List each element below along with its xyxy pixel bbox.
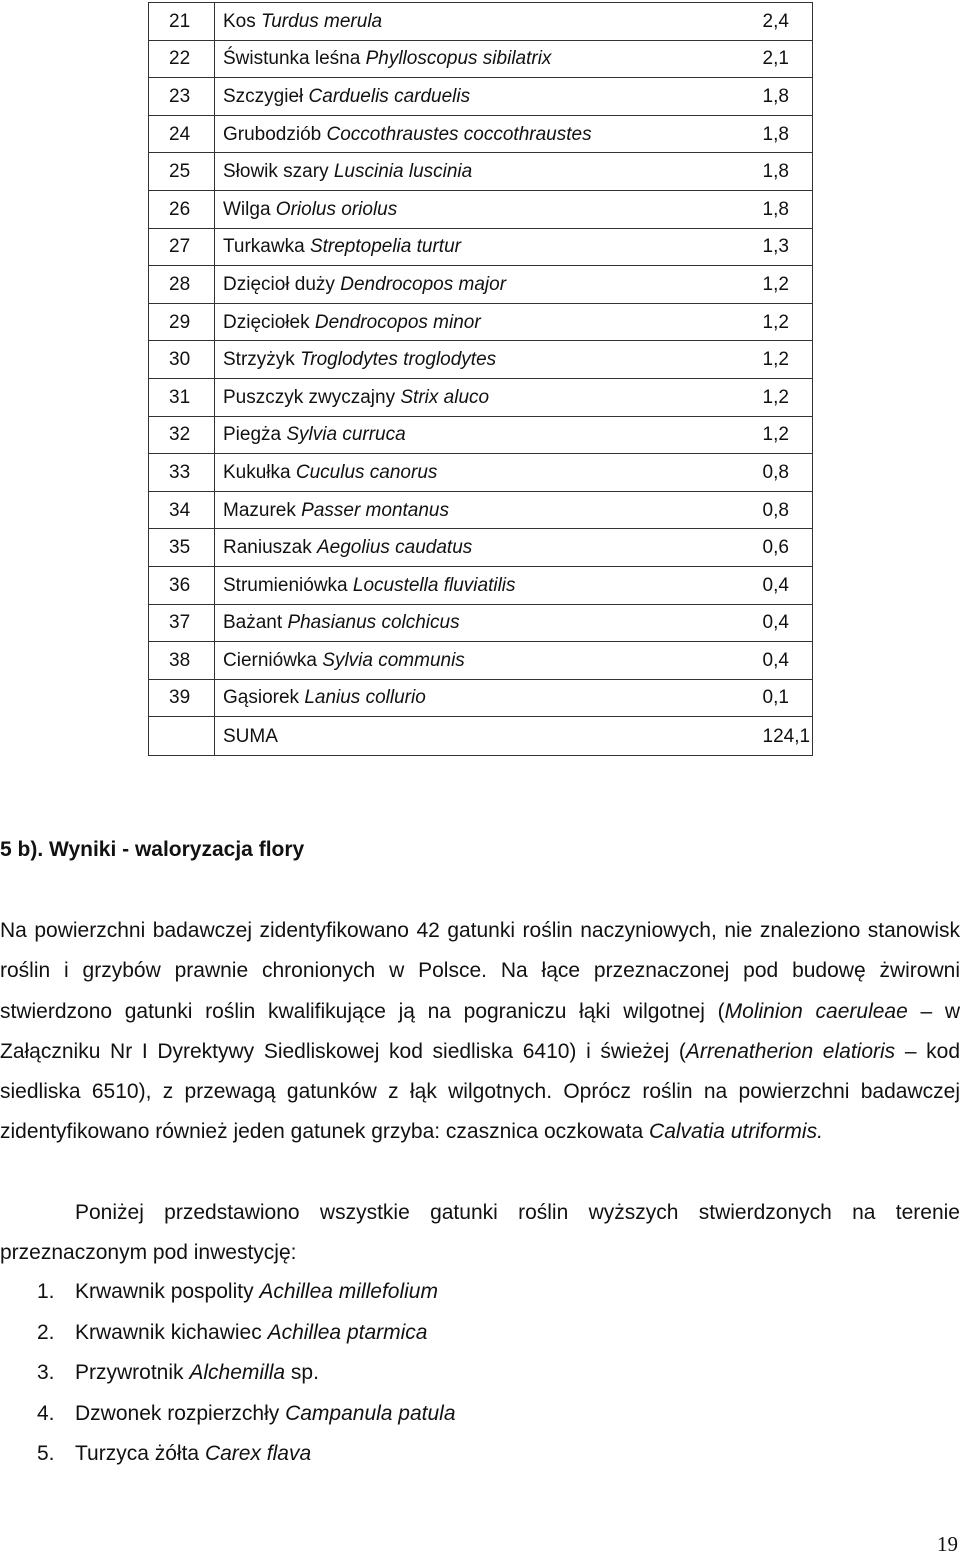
table-row <box>149 416 813 454</box>
row-number: 38 <box>149 642 215 680</box>
species-name <box>215 642 763 680</box>
row-number: 28 <box>149 266 215 304</box>
latin-name: Streptopelia turtur <box>309 236 461 258</box>
table-row <box>149 40 813 78</box>
row-number: 35 <box>149 529 215 567</box>
common-name: Grubodziób <box>223 123 327 145</box>
latin-name: Sylvia curruca <box>286 424 406 446</box>
row-number: 33 <box>149 454 215 492</box>
species-name <box>215 40 763 78</box>
row-number: 34 <box>149 491 215 529</box>
latin-name: Achillea ptarmica <box>267 1320 428 1344</box>
common-name: Kos <box>223 10 262 32</box>
latin-name: Achillea millefolium <box>259 1280 438 1303</box>
common-name: Bażant <box>223 612 288 634</box>
row-number: 37 <box>149 604 215 642</box>
species-name <box>215 679 763 717</box>
table-row <box>149 604 813 642</box>
sum-label: SUMA <box>215 717 763 756</box>
density-value: 0,4 <box>763 604 813 642</box>
latin-name: Strix aluco <box>400 386 490 408</box>
species-name <box>215 190 763 228</box>
table-row <box>149 566 813 604</box>
list-number: 4. <box>37 1401 55 1425</box>
common-name: Szczygieł <box>223 85 309 107</box>
common-name: Gąsiorek <box>223 687 305 709</box>
table-row <box>149 378 813 416</box>
plant-name <box>75 1434 311 1475</box>
latin-name: Dendrocopos major <box>340 273 507 295</box>
latin-name: Campanula patula <box>285 1401 456 1425</box>
common-name: Piegża <box>223 424 287 446</box>
common-name: Raniuszak <box>223 537 317 559</box>
paragraph-text: – kod siedliska 6510), z przewagą gatunków z łąk wilgotnych. Oprócz roślin na powierzchni badawczej zidentyfikowano również jeden gatunek grzyba: czasznica oczkowata <box>0 1039 960 1144</box>
latin-name: Alchemilla <box>189 1361 286 1384</box>
plant-name <box>75 1353 319 1394</box>
species-name <box>215 341 763 379</box>
density-value: 1,8 <box>763 78 813 116</box>
density-value: 1,3 <box>763 228 813 266</box>
common-name: Puszczyk zwyczajny <box>223 386 401 408</box>
density-value: 0,6 <box>763 529 813 567</box>
row-number: 26 <box>149 190 215 228</box>
density-value: 1,2 <box>763 378 813 416</box>
paragraph-text: – w Załączniku Nr I Dyrektywy Siedliskowej kod siedliska 6410) i świeżej ( <box>0 999 960 1063</box>
latin-name: Carex flava <box>204 1442 312 1465</box>
table-row <box>149 3 813 41</box>
latin-name: Coccothraustes coccothraustes <box>326 123 592 145</box>
flora-results-paragraph <box>0 911 960 1153</box>
bird-species-table <box>148 2 813 756</box>
density-value: 1,2 <box>763 416 813 454</box>
species-name <box>215 416 763 454</box>
species-name <box>215 491 763 529</box>
plant-name <box>75 1313 427 1354</box>
row-number: 31 <box>149 378 215 416</box>
latin-name: Arrenatherion elatioris <box>685 1039 896 1063</box>
latin-name: Sylvia communis <box>322 649 465 671</box>
plant-name <box>75 1394 456 1435</box>
list-number: 1. <box>37 1280 55 1303</box>
density-value: 2,1 <box>763 40 813 78</box>
latin-name: Troglodytes troglodytes <box>300 349 497 371</box>
row-number: 25 <box>149 153 215 191</box>
species-name <box>215 378 763 416</box>
common-name: Słowik szary <box>223 161 334 183</box>
species-name <box>215 604 763 642</box>
common-name: Krwawnik pospolity <box>75 1280 260 1303</box>
density-value: 2,4 <box>763 3 813 41</box>
row-number <box>149 717 215 756</box>
latin-name: Luscinia luscinia <box>333 161 473 183</box>
species-name <box>215 115 763 153</box>
table-row <box>149 153 813 191</box>
list-number: 5. <box>37 1442 55 1465</box>
table-row <box>149 303 813 341</box>
latin-name: Phasianus colchicus <box>287 612 460 634</box>
table-row <box>149 115 813 153</box>
table-row <box>149 454 813 492</box>
plant-list-intro-paragraph: Poniżej przedstawiono wszystkie gatunki roślin wyższych stwierdzonych na terenie przeznaczonym pod inwestycję: <box>0 1201 960 1265</box>
species-name <box>215 566 763 604</box>
list-number: 2. <box>37 1320 55 1344</box>
plant-name <box>75 1272 438 1313</box>
common-name: Przywrotnik <box>75 1361 190 1384</box>
common-name: Turkawka <box>223 236 310 258</box>
common-name: Wilga <box>223 198 276 220</box>
common-name: Krwawnik kichawiec <box>75 1320 268 1344</box>
latin-name: Passer montanus <box>301 499 449 521</box>
density-value: 0,8 <box>763 491 813 529</box>
species-name <box>215 266 763 304</box>
density-value: 1,8 <box>763 115 813 153</box>
table-row <box>149 491 813 529</box>
row-number: 30 <box>149 341 215 379</box>
latin-name: Molinion caeruleae <box>724 999 908 1023</box>
table-row <box>149 341 813 379</box>
latin-name: Turdus merula <box>261 10 383 32</box>
common-name: Strumieniówka <box>223 574 353 596</box>
latin-name: Lanius collurio <box>304 687 426 709</box>
density-value: 1,2 <box>763 341 813 379</box>
name-suffix: sp. <box>285 1361 319 1384</box>
latin-name: Locustella fluviatilis <box>352 574 516 596</box>
density-value: 1,2 <box>763 303 813 341</box>
common-name: Kukułka <box>223 461 296 483</box>
list-number: 3. <box>37 1361 55 1384</box>
latin-name: Cuculus canorus <box>295 461 438 483</box>
density-value: 1,8 <box>763 190 813 228</box>
table-row <box>149 78 813 116</box>
density-value: 0,4 <box>763 566 813 604</box>
species-name <box>215 3 763 41</box>
latin-name: Carduelis carduelis <box>308 85 471 107</box>
density-value: 0,1 <box>763 679 813 717</box>
species-name <box>215 78 763 116</box>
common-name: Dzwonek rozpierzchły <box>75 1401 286 1425</box>
table-row <box>149 228 813 266</box>
latin-name: Aegolius caudatus <box>317 537 473 559</box>
page-number: 19 <box>937 1532 958 1556</box>
row-number: 32 <box>149 416 215 454</box>
density-value: 1,2 <box>763 266 813 304</box>
table-row <box>149 266 813 304</box>
common-name: Turzyca żółta <box>75 1442 205 1465</box>
species-name <box>215 303 763 341</box>
common-name: Dzięciołek <box>223 311 315 333</box>
section-heading: 5 b). Wyniki - waloryzacja flory <box>0 838 305 861</box>
common-name: Świstunka leśna <box>223 48 366 70</box>
row-number: 29 <box>149 303 215 341</box>
row-number: 36 <box>149 566 215 604</box>
common-name: Cierniówka <box>223 649 323 671</box>
paragraph-text: Na powierzchni badawczej zidentyfikowano 42 gatunki roślin naczyniowych, nie znaleziono stanowisk roślin i grzybów prawnie chronionych w Polsce. Na łące przeznaczonej pod budowę żwirowni stwierdzono gatunki roślin kwalifikujące ją na pograniczu łąki wilgotnej ( <box>0 919 960 1023</box>
sum-value: 124,1 <box>763 717 813 756</box>
common-name: Dzięcioł duży <box>223 273 341 295</box>
row-number: 21 <box>149 3 215 41</box>
row-number: 39 <box>149 679 215 717</box>
latin-name: Oriolus oriolus <box>275 198 398 220</box>
density-value: 1,8 <box>763 153 813 191</box>
common-name: Mazurek <box>223 499 302 521</box>
row-number: 24 <box>149 115 215 153</box>
row-number: 22 <box>149 40 215 78</box>
species-name <box>215 529 763 567</box>
table-row <box>149 679 813 717</box>
species-name <box>215 153 763 191</box>
latin-name: Calvatia utriformis. <box>649 1120 823 1144</box>
density-value: 0,4 <box>763 642 813 680</box>
latin-name: Dendrocopos minor <box>314 311 481 333</box>
species-name <box>215 454 763 492</box>
table-row <box>149 190 813 228</box>
common-name: Strzyżyk <box>223 349 301 371</box>
row-number: 27 <box>149 228 215 266</box>
latin-name: Phylloscopus sibilatrix <box>365 48 552 70</box>
species-name <box>215 228 763 266</box>
sum-row <box>149 717 813 756</box>
bird-table-body <box>149 3 813 756</box>
table-row <box>149 529 813 567</box>
density-value: 0,8 <box>763 454 813 492</box>
table-row <box>149 642 813 680</box>
row-number: 23 <box>149 78 215 116</box>
